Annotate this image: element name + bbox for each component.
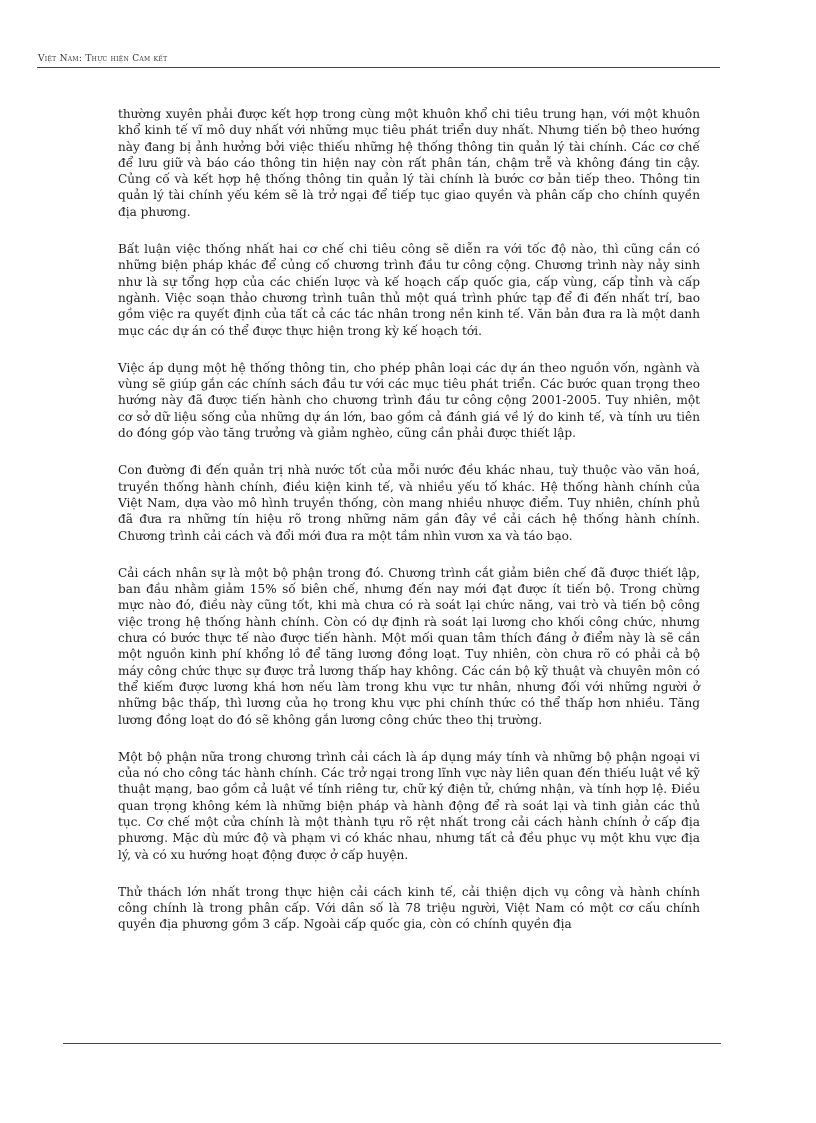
footer-divider: [63, 1043, 721, 1044]
paragraph: Con đường đi đến quản trị nhà nước tốt của mỗi nước đều khác nhau, tuỳ thuộc vào văn hoá, truyền thống hành chính, điều kiện kinh tế, và nhiều yếu tố khác. Hệ thống hành chính của Việt Nam, dựa vào mô hình truyền thống, còn mang nhiều nhược điểm. Tuy nhiên, chính phủ đã đưa ra những tín hiệu rõ trong những năm gần đây về cải cách hệ thống hành chính. Chương trình cải cách và đổi mới đưa ra một tầm nhìn vươn xa và táo bạo.: [118, 463, 700, 543]
paragraph: Thử thách lớn nhất trong thực hiện cải cách kinh tế, cải thiện dịch vụ công và hành chính công chính là trong phân cấp. Với dân số là 78 triệu người, Việt Nam có một cơ cấu chính quyền địa phương gồm 3 cấp. Ngoài cấp quốc gia, còn có chính quyền địa: [118, 884, 700, 932]
paragraph: Bất luận việc thống nhất hai cơ chế chi tiêu công sẽ diễn ra với tốc độ nào, thì cũng cần có những biện pháp khác để củng cố chương trình đầu tư công cộng. Chương trình này nảy sinh như là sự tổng hợp của các chiến lược và kế hoạch cấp quốc gia, cấp vùng, cấp tỉnh và cấp ngành. Việc soạn thảo chương trình tuân thủ một quá trình phức tạp để đi đến nhất trí, bao gồm việc ra quyết định của tất cả các tác nhân trong nền kinh tế. Văn bản đưa ra là một danh mục các dự án có thể được thực hiện trong kỳ kế hoạch tới.: [118, 242, 700, 338]
paragraph: Một bộ phận nữa trong chương trình cải cách là áp dụng máy tính và những bộ phận ngoại vi của nó cho công tác hành chính. Các trở ngại trong lĩnh vực này liên quan đến thiếu luật về kỹ thuật mạng, bao gồm cả luật về tính riêng tư, chữ ký điện tử, chứng nhận, và tính hợp lệ. Điều quan trọng không kém là những biện pháp và hành động để rà soát lại và tinh giản các thủ tục. Cơ chế một cửa chính là một thành tựu rõ rệt nhất trong cải cách hành chính ở cấp địa phương. Mặc dù mức độ và phạm vi có khác nhau, nhưng tất cả đều phục vụ một khu vực địa lý, và có xu hướng hoạt động được ở cấp huyện.: [118, 749, 700, 862]
header-divider: [37, 67, 720, 68]
page-body: [118, 106, 700, 954]
running-header: Việt Nam: Thực hiện Cam kết: [38, 54, 168, 64]
paragraph: Cải cách nhân sự là một bộ phận trong đó. Chương trình cắt giảm biên chế đã được thiết lập, ban đầu nhằm giảm 15% số biên chế, nhưng đến nay mới đạt được ít tiến bộ. Trong chừng mực nào đó, điều này cũng tốt, khi mà chưa có rà soát lại chức năng, vai trò và tiến bộ công việc trong hệ thống hành chính. Còn có dự định rà soát lại lương cho khối công chức, nhưng chưa có bước thực tế nào được tiến hành. Một mối quan tâm thích đáng ở điểm này là sẽ cần một nguồn kinh phí khổng lồ để tăng lương đồng loạt. Tuy nhiên, còn chưa rõ có phải cả bộ máy công chức thực sự được trả lương thấp hay không. Các cán bộ kỹ thuật và chuyên môn có thể kiếm được lương khá hơn nếu làm trong khu vực tư nhân, nhưng đối với những người ở những bậc thấp, thì lương của họ trong khu vực phi chính thức có thể thấp hơn nhiều. Tăng lương đồng loạt do đó sẽ không gắn lương công chức theo thị trường.: [118, 565, 700, 727]
paragraph: Việc áp dụng một hệ thống thông tin, cho phép phân loại các dự án theo nguồn vốn, ngành và vùng sẽ giúp gắn các chính sách đầu tư với các mục tiêu phát triển. Các bước quan trọng theo hướng này đã được tiến hành cho chương trình đầu tư công cộng 2001-2005. Tuy nhiên, một cơ sở dữ liệu sống của những dự án lớn, bao gồm cả đánh giá về lý do kinh tế, và tính ưu tiên do đóng góp vào tăng trưởng và giảm nghèo, cũng cần phải được thiết lập.: [118, 360, 700, 441]
paragraph: thường xuyên phải được kết hợp trong cùng một khuôn khổ chi tiêu trung hạn, với một khuôn khổ kinh tế vĩ mô duy nhất với những mục tiêu phát triển duy nhất. Nhưng tiến bộ theo hướng này đang bị ảnh hưởng bởi việc thiếu những hệ thống thông tin quản lý tài chính. Các cơ chế để lưu giữ và báo cáo thông tin hiện nay còn rất phân tán, chậm trễ và không đáng tin cậy. Củng cố và kết hợp hệ thống thông tin quản lý tài chính là bước cơ bản tiếp theo. Thông tin quản lý tài chính yếu kém sẽ là trở ngại để tiếp tục giao quyền và phân cấp cho chính quyền địa phương.: [118, 107, 700, 219]
